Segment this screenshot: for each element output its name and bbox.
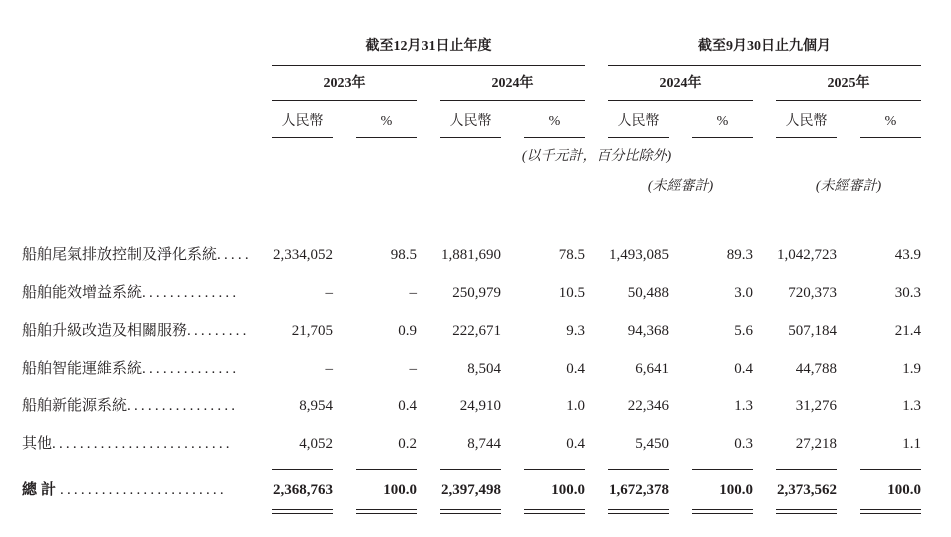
- period-header-rule: [608, 65, 921, 66]
- total-2023-pct: 100.0: [383, 482, 417, 498]
- dot-leader: ................: [127, 398, 239, 414]
- total-double-rule: [356, 509, 417, 510]
- total-2024-pct: 100.0: [551, 482, 585, 498]
- total-double-rule: [272, 513, 333, 514]
- table-row: [0, 321, 951, 341]
- period-header-nine-months: 截至9月30日止九個月: [698, 39, 831, 54]
- cell-2023-pct: 0.2: [398, 436, 417, 452]
- total-label: [22, 480, 244, 500]
- cell-2023-rmb: 4,052: [299, 436, 333, 452]
- sub-header-rule: [272, 137, 333, 138]
- total-label-text: 總計: [22, 482, 61, 498]
- cell-2024-9m-rmb: 6,641: [635, 361, 669, 377]
- row-label: [22, 359, 244, 379]
- cell-2023-rmb: –: [325, 361, 333, 377]
- cell-2023-pct: 0.4: [398, 398, 417, 414]
- total-double-rule: [524, 509, 585, 510]
- cell-2025-9m-pct: 21.4: [894, 323, 921, 339]
- total-double-rule: [692, 513, 753, 514]
- cell-2024-9m-rmb: 5,450: [635, 436, 669, 452]
- cell-2023-rmb: –: [325, 285, 333, 301]
- percent-header: %: [548, 114, 561, 129]
- period-header-full-year: 截至12月31日止年度: [365, 39, 492, 54]
- table-row: [0, 396, 951, 416]
- subtotal-rule: [272, 469, 333, 470]
- cell-2024-9m-pct: 1.3: [734, 398, 753, 414]
- cell-2025-9m-pct: 1.1: [902, 436, 921, 452]
- currency-header: 人民幣: [617, 114, 660, 129]
- cell-2024-9m-pct: 0.3: [734, 436, 753, 452]
- currency-header: 人民幣: [281, 114, 324, 129]
- dot-leader: .....: [217, 247, 252, 263]
- cell-2024-pct: 78.5: [558, 247, 585, 263]
- row-label: [22, 245, 252, 265]
- dot-leader: ..............: [142, 285, 240, 301]
- total-double-rule: [608, 509, 669, 510]
- subtotal-rule: [776, 469, 837, 470]
- cell-2025-9m-pct: 1.9: [902, 361, 921, 377]
- total-2024-9m-rmb: 1,672,378: [609, 482, 669, 498]
- sub-header-rule: [608, 137, 669, 138]
- total-2023-rmb: 2,368,763: [273, 482, 333, 498]
- cell-2025-9m-rmb: 720,373: [788, 285, 837, 301]
- cell-2024-9m-pct: 3.0: [734, 285, 753, 301]
- cell-2025-9m-rmb: 31,276: [795, 398, 837, 414]
- total-double-rule: [776, 509, 837, 510]
- total-row: [0, 480, 951, 500]
- total-2024-9m-pct: 100.0: [719, 482, 753, 498]
- row-label-text: 船舶能效增益系統: [22, 285, 143, 301]
- sub-header-rule: [860, 137, 921, 138]
- year-header-2024-9m: 2024年: [659, 76, 702, 91]
- cell-2023-rmb: 8,954: [299, 398, 333, 414]
- row-label: [22, 434, 244, 454]
- cell-2024-pct: 9.3: [566, 323, 585, 339]
- sub-header-rule: [440, 137, 501, 138]
- sub-header-rule: [776, 137, 837, 138]
- table-row: [0, 245, 951, 265]
- subtotal-rule: [860, 469, 921, 470]
- unaudited-note: (未經審計): [647, 179, 714, 194]
- cell-2024-9m-rmb: 22,346: [627, 398, 669, 414]
- cell-2024-pct: 0.4: [566, 361, 585, 377]
- total-2025-9m-rmb: 2,373,562: [777, 482, 837, 498]
- row-label-text: 其他: [22, 436, 53, 452]
- sub-header-rule: [692, 137, 753, 138]
- subtotal-rule: [440, 469, 501, 470]
- cell-2024-rmb: 250,979: [452, 285, 501, 301]
- total-double-rule: [356, 513, 417, 514]
- row-label: [22, 396, 244, 416]
- cell-2024-rmb: 222,671: [452, 323, 501, 339]
- subtotal-rule: [356, 469, 417, 470]
- dot-leader: .........: [187, 323, 250, 339]
- cell-2025-9m-pct: 1.3: [902, 398, 921, 414]
- year-header-2025-9m: 2025年: [827, 76, 870, 91]
- row-label: [22, 321, 250, 341]
- row-label: [22, 283, 244, 303]
- cell-2024-9m-pct: 0.4: [734, 361, 753, 377]
- unaudited-note: (未經審計): [815, 179, 882, 194]
- total-2025-9m-pct: 100.0: [887, 482, 921, 498]
- cell-2024-9m-pct: 89.3: [726, 247, 753, 263]
- cell-2025-9m-rmb: 27,218: [795, 436, 837, 452]
- row-label-text: 船舶升級改造及相關服務: [22, 323, 188, 339]
- total-double-rule: [860, 509, 921, 510]
- table-row: [0, 359, 951, 379]
- cell-2024-rmb: 8,744: [467, 436, 501, 452]
- cell-2024-pct: 0.4: [566, 436, 585, 452]
- cell-2025-9m-rmb: 507,184: [788, 323, 837, 339]
- currency-header: 人民幣: [785, 114, 828, 129]
- cell-2023-pct: 0.9: [398, 323, 417, 339]
- cell-2024-rmb: 1,881,690: [441, 247, 501, 263]
- cell-2024-9m-rmb: 1,493,085: [609, 247, 669, 263]
- cell-2025-9m-rmb: 44,788: [795, 361, 837, 377]
- cell-2025-9m-pct: 43.9: [894, 247, 921, 263]
- subtotal-rule: [608, 469, 669, 470]
- table-row: [0, 434, 951, 454]
- cell-2024-9m-rmb: 94,368: [627, 323, 669, 339]
- total-2024-rmb: 2,397,498: [441, 482, 501, 498]
- cell-2024-rmb: 24,910: [459, 398, 501, 414]
- cell-2024-rmb: 8,504: [467, 361, 501, 377]
- cell-2024-pct: 10.5: [558, 285, 585, 301]
- total-double-rule: [692, 509, 753, 510]
- cell-2025-9m-rmb: 1,042,723: [777, 247, 837, 263]
- year-header-2023: 2023年: [323, 76, 366, 91]
- dot-leader: ..........................: [52, 436, 233, 452]
- cell-2025-9m-pct: 30.3: [894, 285, 921, 301]
- year-header-rule: [440, 100, 585, 101]
- row-label-text: 船舶尾氣排放控制及淨化系統: [22, 247, 218, 263]
- unit-note: (以千元計，百分比除外): [521, 149, 672, 164]
- dot-leader: ..............: [142, 361, 240, 377]
- total-double-rule: [524, 513, 585, 514]
- percent-header: %: [716, 114, 729, 129]
- sub-header-rule: [524, 137, 585, 138]
- total-double-rule: [776, 513, 837, 514]
- row-label-text: 船舶智能運維系統: [22, 361, 143, 377]
- subtotal-rule: [524, 469, 585, 470]
- table-row: [0, 283, 951, 303]
- total-double-rule: [608, 513, 669, 514]
- period-header-rule: [272, 65, 585, 66]
- sub-header-rule: [356, 137, 417, 138]
- cell-2024-pct: 1.0: [566, 398, 585, 414]
- total-double-rule: [440, 509, 501, 510]
- cell-2023-pct: –: [409, 361, 417, 377]
- row-label-text: 船舶新能源系統: [22, 398, 128, 414]
- percent-header: %: [380, 114, 393, 129]
- cell-2023-rmb: 21,705: [291, 323, 333, 339]
- cell-2023-pct: –: [409, 285, 417, 301]
- cell-2023-pct: 98.5: [390, 247, 417, 263]
- total-double-rule: [440, 513, 501, 514]
- cell-2023-rmb: 2,334,052: [273, 247, 333, 263]
- year-header-rule: [272, 100, 417, 101]
- total-double-rule: [860, 513, 921, 514]
- subtotal-rule: [692, 469, 753, 470]
- year-header-rule: [608, 100, 753, 101]
- year-header-2024: 2024年: [491, 76, 534, 91]
- currency-header: 人民幣: [449, 114, 492, 129]
- total-double-rule: [272, 509, 333, 510]
- year-header-rule: [776, 100, 921, 101]
- dot-leader: ........................: [60, 482, 227, 498]
- cell-2024-9m-pct: 5.6: [734, 323, 753, 339]
- cell-2024-9m-rmb: 50,488: [627, 285, 669, 301]
- percent-header: %: [884, 114, 897, 129]
